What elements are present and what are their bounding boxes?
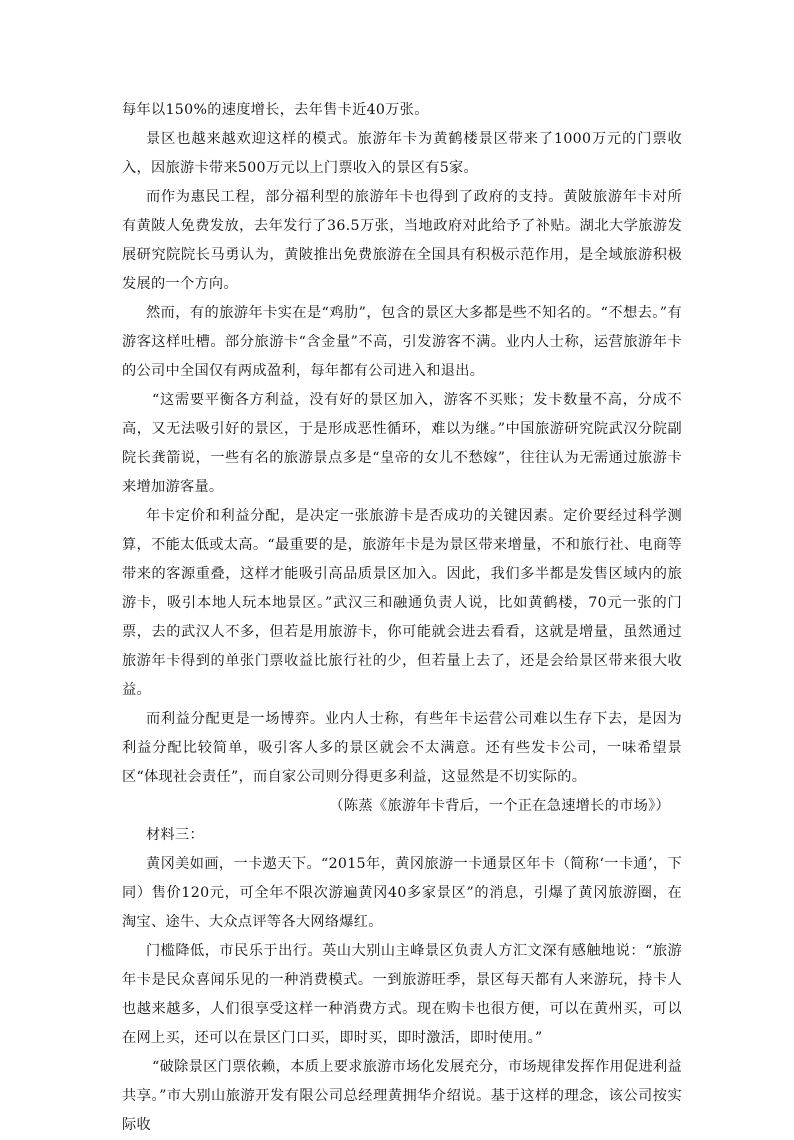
paragraph-1: 每年以150%的速度增长，去年售卡近40万张。	[122, 102, 429, 118]
paragraph-10: “破除景区门票依赖，本质上要求旅游市场化发展充分，市场规律发挥作用促进利益共享。”市大别山旅游开发有限公司总经理黄拥华介绍说。基于这样的理念，该公司按实际收	[122, 1059, 682, 1133]
paragraph-3: 而作为惠民工程，部分福利型的旅游年卡也得到了政府的支持。黄陂旅游年卡对所有黄陂人免费发放，去年发行了36.5万张，当地政府对此给予了补贴。湖北大学旅游发展研究院院长马勇认为，黄陂推出免费旅游在全国具有积极示范作用，是全域旅游积极发展的一个方向。	[122, 189, 682, 292]
paragraph-8: 黄冈美如画，一卡遨天下。“2015年，黄冈旅游一卡通景区年卡（简称‘一卡通’，下同）售价120元，可全年不限次游遍黄冈40多家景区”的消息，引爆了黄冈旅游圈，在淘宝、途牛、大众点评等各大网络爆红。	[122, 856, 682, 930]
paragraph-4: 然而，有的旅游年卡实在是“鸡肋”，包含的景区大多都是些不知名的。“不想去。”有游客这样吐槽。部分旅游卡“含金量”不高，引发游客不满。业内人士称，运营旅游年卡的公司中全国仅有两成盈利，每年都有公司进入和退出。	[122, 305, 682, 379]
paragraph-7: 而利益分配更是一场博弈。业内人士称，有些年卡运营公司难以生存下去，是因为利益分配比较简单，吸引客人多的景区就会不太满意。还有些发卡公司，一味希望景区“体现社会责任”，而自家公司则分得更多利益，这显然是不切实际的。	[122, 711, 682, 785]
paragraph-2: 景区也越来越欢迎这样的模式。旅游年卡为黄鹤楼景区带来了1000万元的门票收入，因旅游卡带来500万元以上门票收入的景区有5家。	[122, 131, 682, 176]
paragraph-9: 门槛降低，市民乐于出行。英山大别山主峰景区负责人方汇文深有感触地说：“旅游年卡是民众喜闻乐见的一种消费模式。一到旅游旺季，景区每天都有人来游玩，持卡人也越来越多，人们很享受这样一种消费方式。现在购卡也很方便，可以在黄州买，可以在网上买，还可以在景区门口买，即时买，即时激活，即时使用。”	[122, 943, 682, 1046]
document-page	[122, 96, 682, 1140]
section-label: 材料三：	[146, 827, 204, 843]
paragraph-5: “这需要平衡各方利益，没有好的景区加入，游客不买账；发卡数量不高，分成不高，又无法吸引好的景区，于是形成恶性循环，难以为继。”中国旅游研究院武汉分院副院长龚箭说，一些有名的旅游景点多是“皇帝的女儿不愁嫁”，往往认为无需通过旅游卡来增加游客量。	[122, 392, 682, 495]
paragraph-6: 年卡定价和利益分配，是决定一张旅游卡是否成功的关键因素。定价要经过科学测算，不能太低或太高。“最重要的是，旅游年卡是为景区带来增量，不和旅行社、电商等带来的客源重叠，这样才能吸引高品质景区加入。因此，我们多半都是发售区域内的旅游卡，吸引本地人玩本地景区。”武汉三和融通负责人说，比如黄鹤楼，70元一张的门票，去的武汉人不多，但若是用旅游卡，你可能就会进去看看，这就是增量，虽然通过旅游年卡得到的单张门票收益比旅行社的少，但若量上去了，还是会给景区带来很大收益。	[122, 508, 682, 698]
source-citation: （陈蒸《旅游年卡背后，一个正在急速增长的市场》）	[329, 798, 670, 814]
